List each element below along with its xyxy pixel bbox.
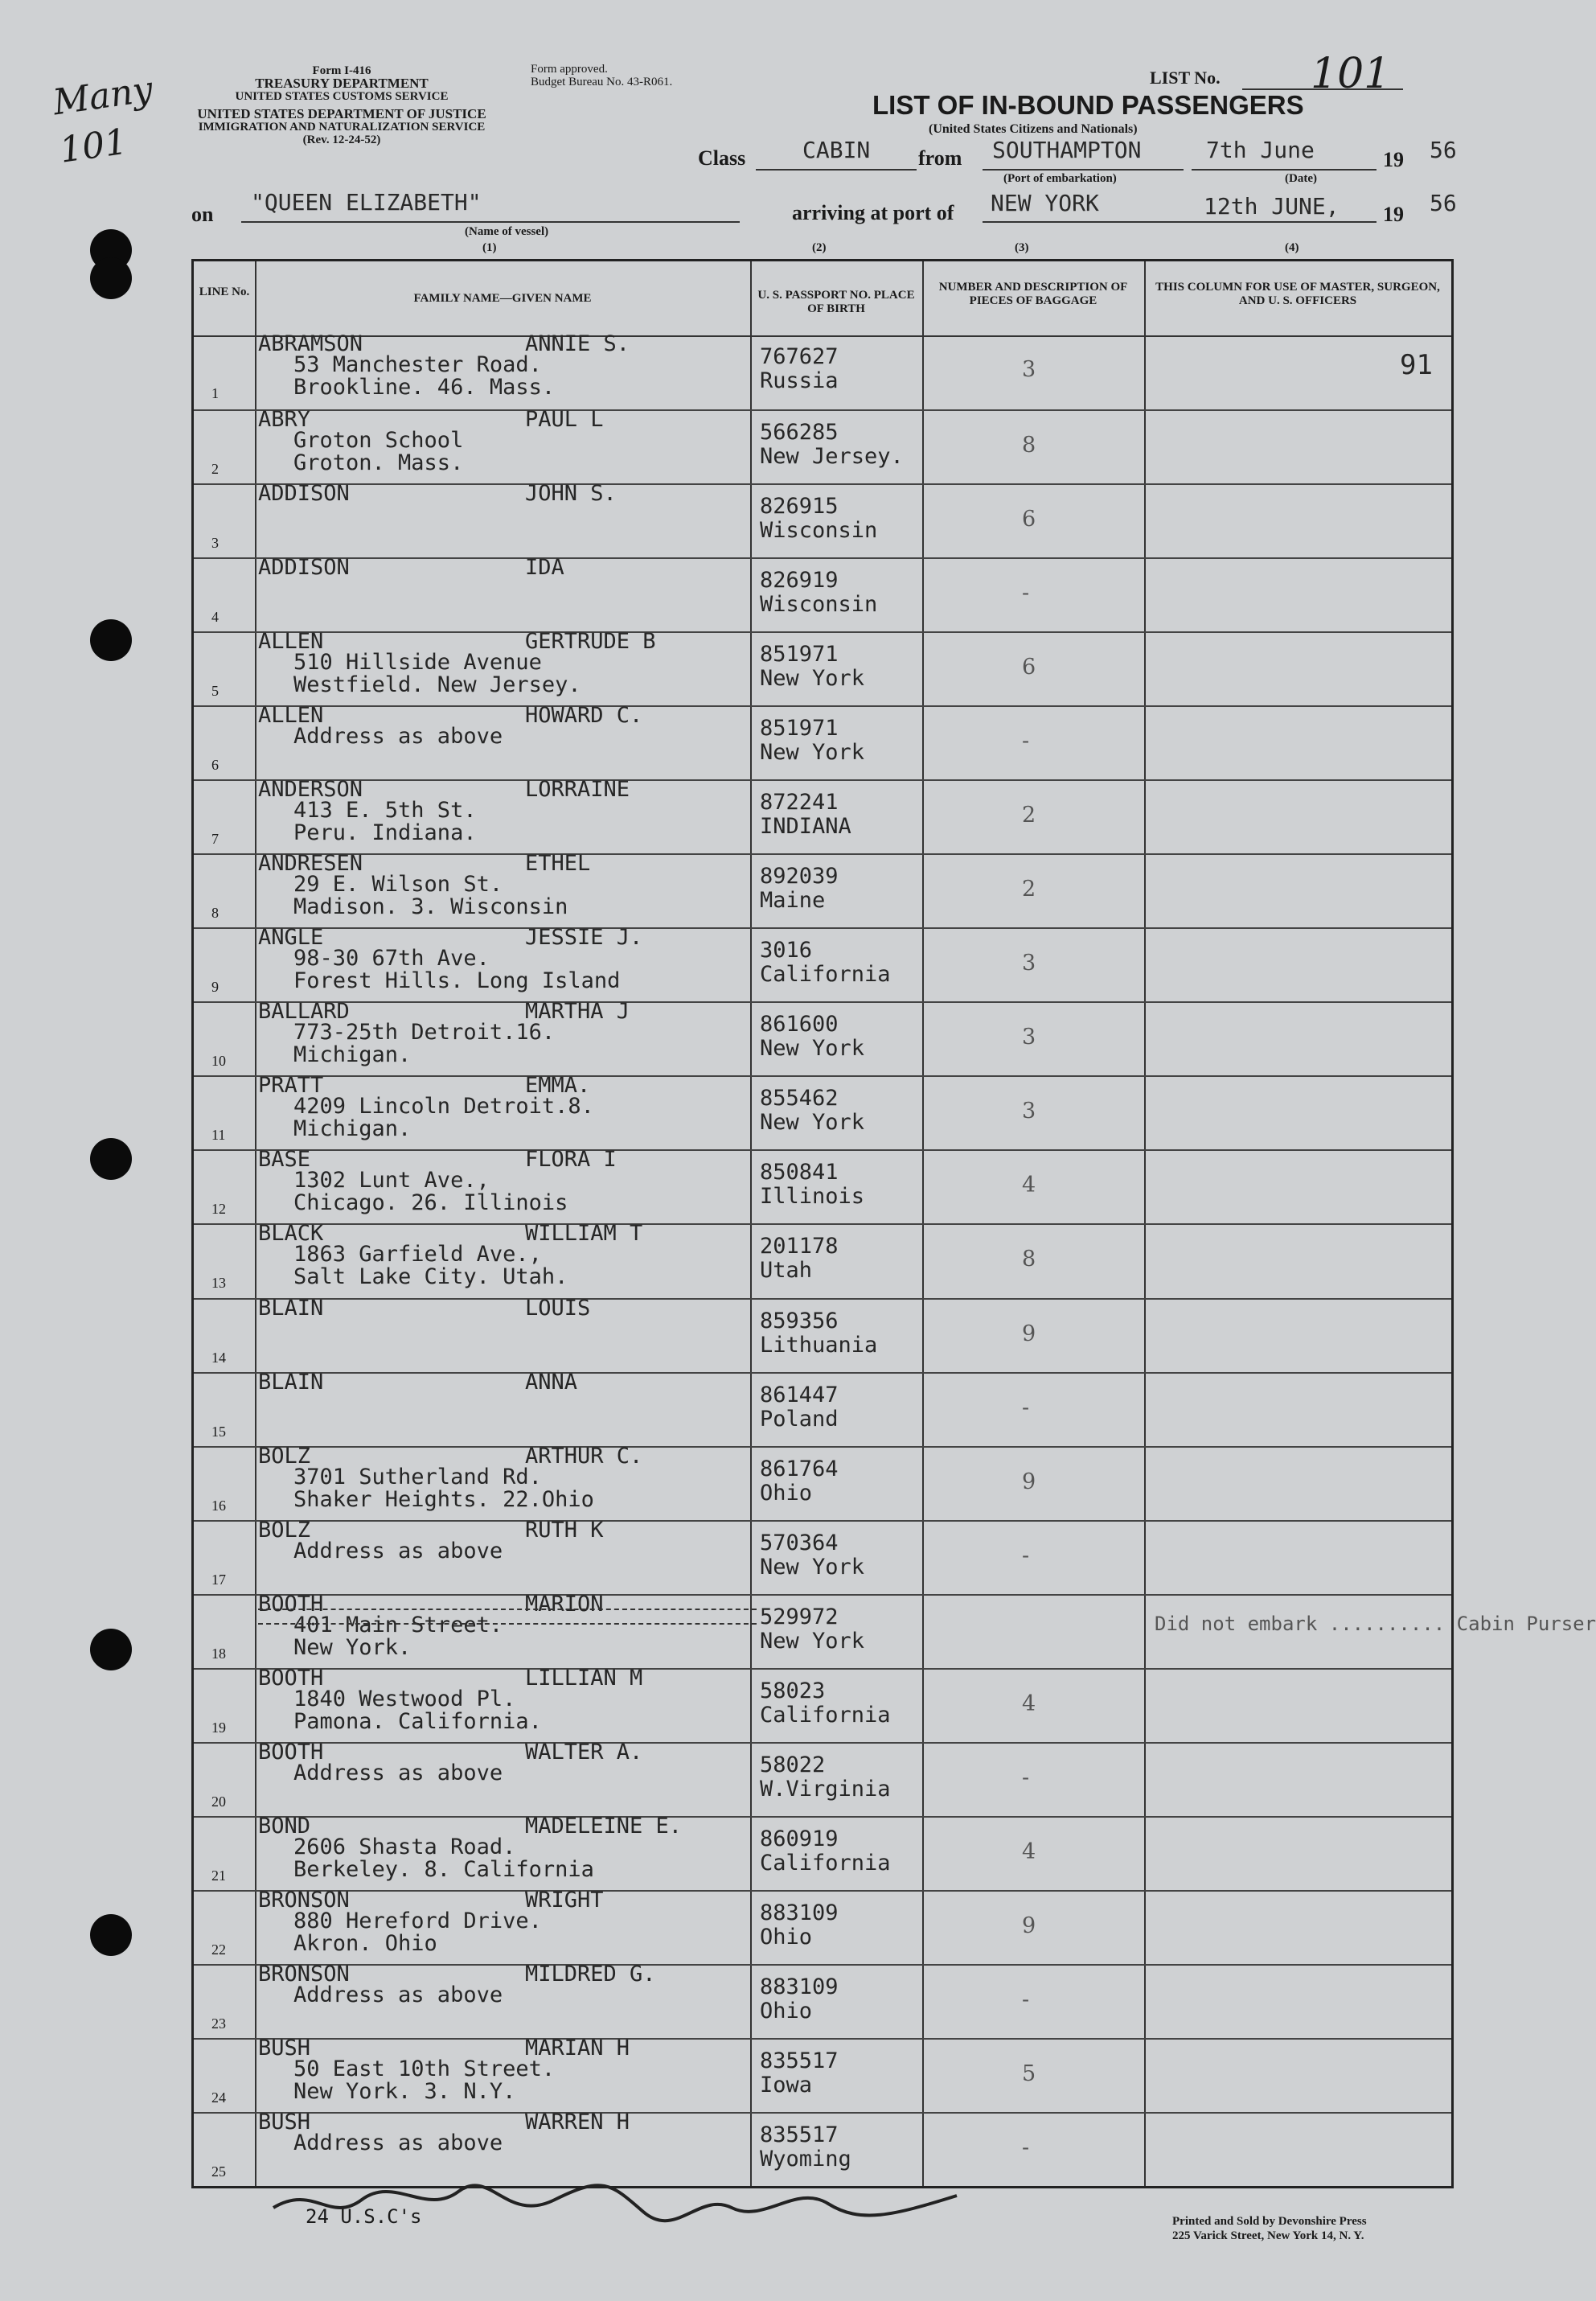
address-line-1: 401 Main Street. [293,1612,503,1637]
place-of-birth: Illinois [760,1184,865,1210]
baggage-count: 5 [1022,2061,1036,2086]
page-subtitle: (United States Citizens and Nationals) [929,122,1138,136]
address-line-2: Salt Lake City. Utah. [293,1264,568,1290]
address-line-1: Address as above [293,2130,503,2155]
baggage-count: - [1022,2135,1030,2160]
address-line-2: Pamona. California. [293,1708,542,1734]
column-header-officers: THIS COLUMN FOR USE OF MASTER, SURGEON, AND U. S. OFFICERS [1155,281,1440,307]
address-line-1: Address as above [293,1538,503,1563]
passport-number: 826915 [760,494,839,520]
place-of-birth: Ohio [760,1480,813,1506]
baggage-count: 3 [1022,1099,1036,1124]
line-number: 16 [211,1497,226,1514]
passport-number: 835517 [760,2048,839,2073]
family-name: ALLEN [258,703,324,729]
printer-address: 225 Varick Street, New York 14, N. Y. [1172,2229,1364,2242]
given-name: MILDRED G. [525,1961,656,1987]
baggage-count: - [1022,1765,1030,1790]
count-note: 24 U.S.C's [306,2205,422,2228]
family-name: BASE [258,1147,311,1173]
place-of-birth: New York [760,1110,865,1136]
line-number: 25 [211,2163,226,2180]
given-name: LORRAINE [525,777,630,803]
passport-number: 566285 [760,420,839,446]
baggage-count: 6 [1022,507,1036,532]
place-of-birth: New Jersey. [760,444,904,470]
table-row [194,1739,1451,1818]
from-label: from [918,146,962,170]
table-row [194,1961,1451,2040]
margin-note: Many 101 [50,68,156,171]
baggage-count: 2 [1022,877,1036,902]
given-name: EMMA. [525,1073,591,1099]
column-number-3: (3) [1015,241,1029,254]
on-label: on [191,203,214,226]
baggage-count: 9 [1022,1469,1036,1494]
address-line-1: 510 Hillside Avenue [293,650,542,676]
given-name: IDA [525,555,564,581]
address-line-1: 1863 Garfield Ave., [293,1242,542,1268]
given-name: MARTHA J [525,999,630,1025]
officer-note: Did not embark .......... Cabin Purser [1155,1612,1596,1635]
binder-hole [90,1914,132,1956]
line-number: 23 [211,2015,226,2032]
place-of-birth: California [760,1850,891,1876]
line-number: 19 [211,1719,226,1736]
place-of-birth: California [760,962,891,988]
embarkation-underline [983,169,1184,171]
baggage-count: 3 [1022,1025,1036,1050]
given-name: WRIGHT [525,1887,604,1913]
passport-number: 861764 [760,1456,839,1481]
family-name: BUSH [258,2109,311,2135]
class-label: Class [698,146,746,170]
line-number: 8 [211,905,219,922]
table-row [194,2035,1451,2114]
baggage-count: 4 [1022,1173,1036,1198]
address-line-1: 413 E. 5th St. [293,798,477,824]
place-of-birth: W.Virginia [760,1776,891,1802]
given-name: LILLIAN M [525,1665,643,1691]
line-number: 17 [211,1571,226,1588]
vessel-note: (Name of vessel) [465,225,549,238]
vessel-name: "QUEEN ELIZABETH" [251,189,482,216]
given-name: ANNA [525,1369,578,1395]
table-row [194,1591,1596,1670]
year-prefix: 19 [1383,148,1404,171]
place-of-birth: Russia [760,368,839,393]
binder-hole [90,619,132,661]
family-name: BRONSON [258,1887,350,1913]
place-of-birth: New York [760,666,865,692]
family-name: ADDISON [258,481,350,507]
table-row [194,779,1451,855]
line-number: 22 [211,1941,226,1958]
budget-bureau: Budget Bureau No. 43-R061. [531,76,673,88]
table-row [194,705,1451,781]
address-line-2: New York. 3. N.Y. [293,2078,516,2104]
table-row [194,331,1451,409]
address-line-1: 53 Manchester Road. [293,352,542,377]
address-line-2: Groton. Mass. [293,450,464,476]
place-of-birth: Ohio [760,1924,813,1950]
table-row [194,927,1451,1003]
address-line-2: Chicago. 26. Illinois [293,1190,568,1216]
given-name: JESSIE J. [525,925,643,951]
passport-number: 835517 [760,2122,839,2147]
baggage-count: 4 [1022,1691,1036,1716]
table-row [194,1517,1451,1596]
given-name: GERTRUDE B [525,629,656,655]
table-row [194,1443,1451,1522]
column-header-baggage: NUMBER AND DESCRIPTION OF PIECES OF BAGGAGE [938,281,1128,307]
passport-number: 850841 [760,1160,839,1185]
address-line-2: Madison. 3. Wisconsin [293,894,568,920]
form-number: Form I-416 [312,64,371,77]
page-title: LIST OF IN-BOUND PASSENGERS [872,90,1304,120]
baggage-count: - [1022,581,1030,606]
address-line-1: 1840 Westwood Pl. [293,1686,516,1711]
strikethrough-line [258,1623,757,1625]
column-number-2: (2) [812,241,827,254]
baggage-count: - [1022,1395,1030,1420]
arrival-port: NEW YORK [991,190,1099,216]
table-row [194,853,1451,929]
place-of-birth: Wyoming [760,2146,851,2172]
arrival-year: 56 [1430,190,1457,216]
family-name: ABRAMSON [258,331,363,356]
place-of-birth: New York [760,1554,865,1580]
family-name: BOOTH [258,1591,324,1617]
binder-hole [90,257,132,299]
baggage-count: 9 [1022,1913,1036,1938]
table-row [194,1369,1451,1448]
passport-number: 861447 [760,1382,839,1407]
baggage-count: 6 [1022,655,1036,680]
line-number: 24 [211,2089,226,2106]
address-line-1: 98-30 67th Ave. [293,946,490,972]
column-number-4: (4) [1285,241,1299,254]
line-number: 3 [211,535,219,552]
printer-name: Printed and Sold by Devonshire Press [1172,2215,1367,2228]
passport-number: 861600 [760,1012,839,1038]
line-number: 20 [211,1793,226,1810]
line-number: 12 [211,1201,226,1218]
address-line-2: Forest Hills. Long Island [293,968,621,994]
given-name: WALTER A. [525,1739,643,1765]
table-row [194,1001,1451,1077]
line-number: 13 [211,1275,226,1292]
family-name: BUSH [258,2035,311,2061]
baggage-count: 2 [1022,803,1036,828]
date-note: (Date) [1285,172,1317,185]
table-row [194,557,1451,633]
passport-number: 883109 [760,1900,839,1925]
line-number: 5 [211,683,219,700]
form-approved: Form approved. [531,63,608,76]
arrival-year-prefix: 19 [1383,203,1404,226]
arrival-date: 12th JUNE, [1204,193,1340,220]
address-line-1: 2606 Shasta Road. [293,1834,516,1859]
place-of-birth: Wisconsin [760,518,878,544]
line-number: 7 [211,831,219,848]
family-name: BLAIN [258,1369,324,1395]
list-number-label: LIST No. [1150,68,1221,88]
passport-number: 883109 [760,1974,839,1999]
given-name: ETHEL [525,851,591,877]
place-of-birth: New York [760,1036,865,1062]
address-line-1: Address as above [293,1982,503,2007]
address-line-2: New York. [293,1634,412,1660]
family-name: ANDERSON [258,777,363,803]
family-name: ABRY [258,407,311,433]
table-row [194,1887,1451,1966]
place-of-birth: Ohio [760,1998,813,2024]
family-name: BRONSON [258,1961,350,1987]
family-name: ANDRESEN [258,851,363,877]
column-header-passport: U. S. PASSPORT NO. PLACE OF BIRTH [757,289,915,315]
address-line-1: 29 E. Wilson St. [293,872,503,898]
passport-number: 855462 [760,1086,839,1111]
column-number-1: (1) [482,241,497,254]
given-name: ANNIE S. [525,331,630,356]
passport-number: 58023 [760,1678,826,1703]
address-line-1: Address as above [293,1760,503,1785]
line-number: 14 [211,1349,226,1366]
place-of-birth: Lithuania [760,1332,878,1358]
class-value: CABIN [802,137,871,163]
officer-note: 91 [1400,349,1433,381]
line-number: 4 [211,609,219,626]
baggage-count: - [1022,729,1030,754]
address-line-1: 773-25th Detroit.16. [293,1020,556,1046]
immigration-label: IMMIGRATION AND NATURALIZATION SERVICE [198,121,486,134]
date-underline [1192,169,1376,171]
address-line-2: Brookline. 46. Mass. [293,375,556,400]
baggage-count: 3 [1022,357,1036,382]
table-row [194,1295,1451,1374]
line-number: 15 [211,1423,226,1440]
rev-label: (Rev. 12-24-52) [302,134,381,146]
line-number: 11 [211,1127,226,1144]
address-line-1: 50 East 10th Street. [293,2056,556,2081]
given-name: FLORA I [525,1147,617,1173]
address-line-2: Westfield. New Jersey. [293,672,581,698]
passport-number: 860919 [760,1826,839,1851]
family-name: BOOTH [258,1665,324,1691]
address-line-2: Akron. Ohio [293,1930,437,1956]
binder-hole [90,1138,132,1180]
address-line-1: Address as above [293,724,503,750]
family-name: ADDISON [258,555,350,581]
address-line-2: Michigan. [293,1042,412,1068]
embarkation-port: SOUTHAMPTON [992,137,1142,163]
baggage-count: 8 [1022,433,1036,458]
line-number: 21 [211,1867,226,1884]
arriving-label: arriving at port of [792,201,954,224]
table-row [194,1223,1451,1299]
place-of-birth: Poland [760,1406,839,1432]
family-name: BOLZ [258,1517,311,1543]
address-line-2: Michigan. [293,1116,412,1142]
given-name: PAUL L [525,407,604,433]
place-of-birth: INDIANA [760,814,851,840]
given-name: JOHN S. [525,481,617,507]
list-number-value: 101 [1311,50,1391,98]
family-name: PRATT [258,1073,324,1099]
line-number: 18 [211,1645,226,1662]
line-number: 6 [211,757,219,774]
baggage-count: 8 [1022,1247,1036,1272]
table-row [194,1075,1451,1151]
customs-label: UNITED STATES CUSTOMS SERVICE [235,90,449,103]
given-name: HOWARD C. [525,703,643,729]
passport-number: 872241 [760,790,839,816]
class-underline [756,169,917,171]
baggage-count: - [1022,1987,1030,2012]
address-line-1: 3701 Sutherland Rd. [293,1464,542,1489]
place-of-birth: New York [760,1628,865,1654]
baggage-count: 3 [1022,951,1036,976]
place-of-birth: Utah [760,1258,813,1284]
address-line-2: Berkeley. 8. California [293,1856,594,1882]
passport-number: 826919 [760,568,839,594]
treasury-label: TREASURY DEPARTMENT [255,76,429,91]
passport-number: 892039 [760,864,839,890]
line-number: 1 [211,385,219,401]
given-name: ARTHUR C. [525,1443,643,1469]
passport-number: 529972 [760,1604,839,1629]
address-line-1: 1302 Lunt Ave., [293,1168,490,1194]
address-line-2: Shaker Heights. 22.Ohio [293,1486,594,1512]
passport-number: 58022 [760,1752,826,1777]
family-name: BOND [258,1813,311,1839]
place-of-birth: Iowa [760,2072,813,2098]
place-of-birth: Maine [760,888,826,914]
passport-number: 3016 [760,938,813,964]
passport-number: 859356 [760,1308,839,1333]
place-of-birth: California [760,1702,891,1728]
given-name: RUTH K [525,1517,604,1543]
given-name: WARREN H [525,2109,630,2135]
vessel-underline [241,221,740,223]
given-name: MARION [525,1591,604,1617]
passport-number: 201178 [760,1234,839,1259]
column-header-name: FAMILY NAME—GIVEN NAME [413,292,592,305]
budget-block [531,63,740,88]
table-row [194,483,1451,559]
family-name: ANGLE [258,925,324,951]
passenger-table [191,259,1596,2188]
justice-label: UNITED STATES DEPARTMENT OF JUSTICE [197,106,486,121]
strikethrough-line [258,1609,757,1610]
table-row [194,409,1451,485]
address-line-1: Groton School [293,428,464,454]
given-name: MADELEINE E. [525,1813,683,1839]
baggage-count: 4 [1022,1839,1036,1864]
year-value: 56 [1430,137,1457,163]
address-line-1: 880 Hereford Drive. [293,1908,542,1933]
table-row [194,1813,1451,1892]
arrival-underline [983,221,1376,223]
family-name: BLACK [258,1221,324,1247]
address-line-2: Peru. Indiana. [293,820,477,846]
place-of-birth: New York [760,740,865,766]
family-name: ALLEN [258,629,324,655]
family-name: BLAIN [258,1295,324,1321]
family-name: BOOTH [258,1739,324,1765]
embarkation-note: (Port of embarkation) [1003,172,1117,185]
binder-hole [90,1629,132,1670]
address-line-1: 4209 Lincoln Detroit.8. [293,1094,594,1120]
line-number: 2 [211,461,219,478]
given-name: LOUIS [525,1295,591,1321]
passport-number: 767627 [760,344,839,369]
line-number: 10 [211,1053,226,1070]
place-of-birth: Wisconsin [760,592,878,618]
family-name: BALLARD [258,999,350,1025]
line-number: 9 [211,979,219,996]
family-name: BOLZ [258,1443,311,1469]
passport-number: 851971 [760,642,839,668]
column-header-line-no: LINE No. [199,286,250,298]
given-name: WILLIAM T [525,1221,643,1247]
baggage-count: 9 [1022,1321,1036,1346]
baggage-count: - [1022,1543,1030,1568]
table-row [194,631,1451,707]
passport-number: 570364 [760,1530,839,1555]
table-row [194,1665,1451,1744]
table-row [194,1149,1451,1225]
embarkation-date: 7th June [1206,137,1315,163]
passport-number: 851971 [760,716,839,742]
given-name: MARIAN H [525,2035,630,2061]
form-agency-block [165,64,519,146]
